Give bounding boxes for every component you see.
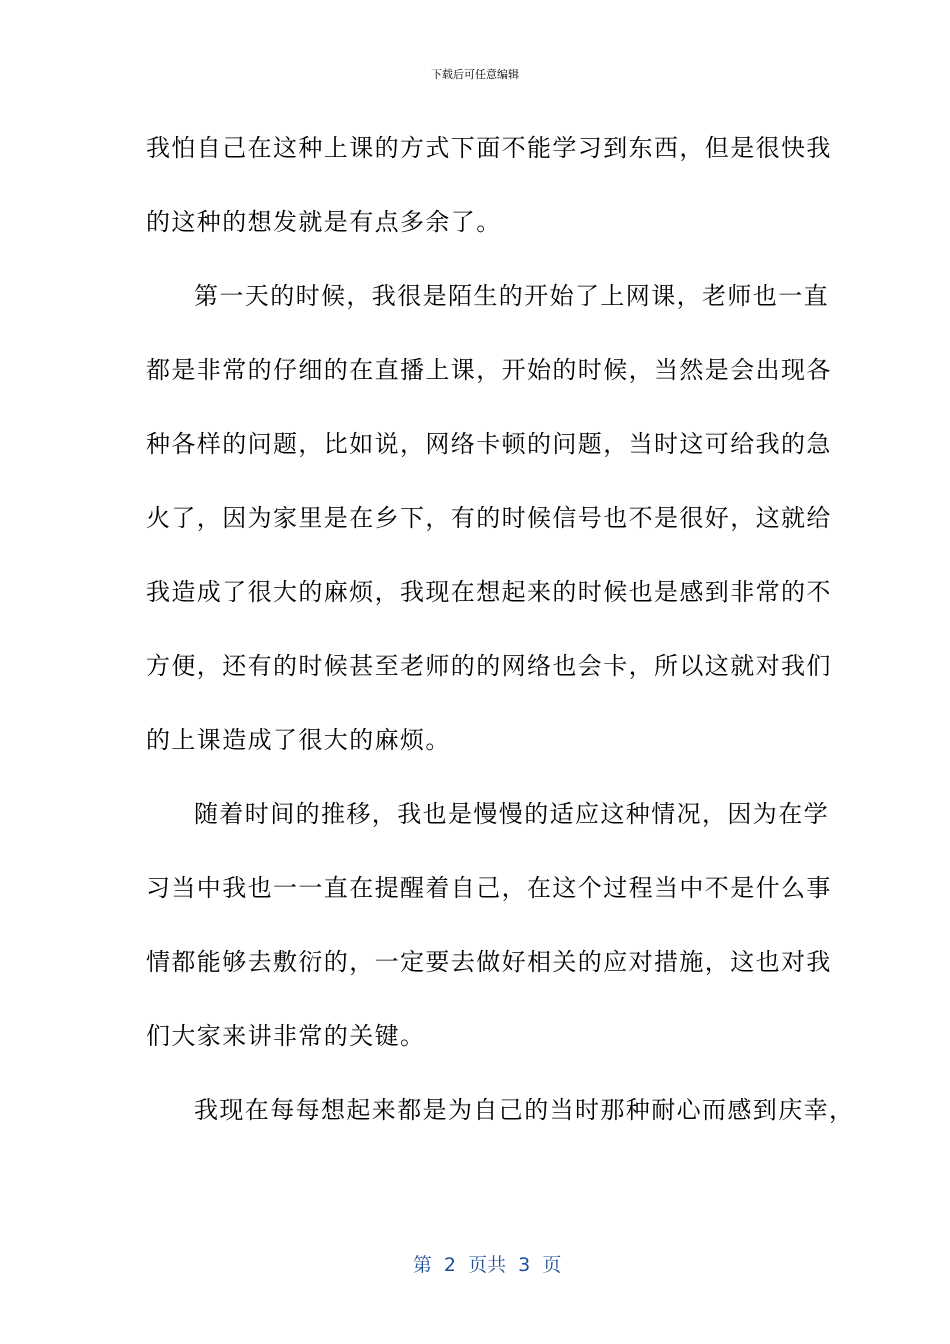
paragraph-start-line: 随着时间的推移，我也是慢慢的适应这种情况，因为在学: [194, 800, 829, 828]
text-line: 的这种的想发就是有点多余了。: [146, 208, 502, 236]
page-footer: [0, 1226, 950, 1304]
text-line: 的上课造成了很大的麻烦。: [146, 726, 451, 754]
text-line: 火了，因为家里是在乡下，有的时候信号也不是很好，这就给: [146, 504, 832, 532]
page-number-label: 第 2 页共 3 页: [412, 1254, 562, 1276]
text-line: 情都能够去敷衍的，一定要去做好相关的应对措施，这也对我: [146, 948, 832, 976]
header-note: 下载后可任意编辑: [431, 68, 519, 81]
text-line: 我怕自己在这种上课的方式下面不能学习到东西，但是很快我: [146, 134, 832, 162]
text-line: 们大家来讲非常的关键。: [146, 1022, 426, 1050]
paragraph-start-line: 第一天的时候，我很是陌生的开始了上网课，老师也一直: [194, 282, 829, 310]
text-line: 习当中我也一一直在提醒着自己，在这个过程当中不是什么事: [146, 874, 832, 902]
text-line: 我造成了很大的麻烦，我现在想起来的时候也是感到非常的不: [146, 578, 832, 606]
text-line: 都是非常的仔细的在直播上课，开始的时候，当然是会出现各: [146, 356, 832, 384]
body-text: [146, 128, 855, 1164]
paragraph-start-line: 我现在每每想起来都是为自己的当时那种耐心而感到庆幸，: [194, 1096, 855, 1124]
text-line: 种各样的问题，比如说，网络卡顿的问题，当时这可给我的急: [146, 430, 832, 458]
text-line: 方便，还有的时候甚至老师的的网络也会卡，所以这就对我们: [146, 652, 832, 680]
